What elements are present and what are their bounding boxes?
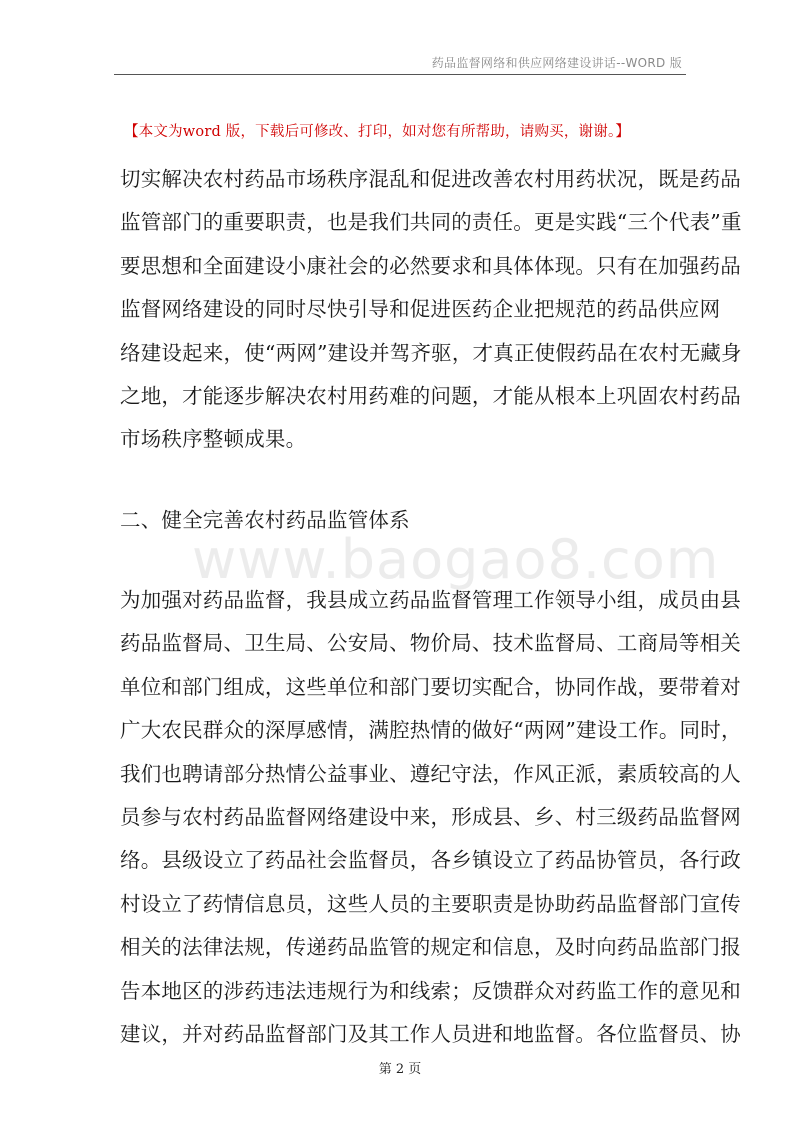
paragraph-line: 告本地区的涉药违法违规行为和线索；反馈群众对药监工作的意见和 [120,978,741,1003]
paragraph-line: 药品监督局、卫生局、公安局、物价局、技术监督局、工商局等相关 [120,631,741,656]
paragraph-2 [120,579,742,1056]
header-title: 药品监督网络和供应网络建设讲话--WORD 版 [431,56,682,70]
paragraph-line: 监督网络建设的同时尽快引导和促进医药企业把规范的药品供应网 [120,297,721,322]
watermark: www.baogao8.com [192,528,720,591]
paragraph-1 [120,158,742,462]
paragraph-line: 单位和部门组成，这些单位和部门要切实配合，协同作战，要带着对 [120,674,741,699]
header-divider [114,74,686,75]
paragraph-line: 切实解决农村药品市场秩序混乱和促进改善农村用药状况，既是药品 [120,167,741,191]
paragraph-line: 建议，并对药品监督部门及其工作人员进和地监督。各位监督员、协 [120,1022,741,1047]
paragraph-line: 员参与农村药品监督网络建设中来，形成县、乡、村三级药品监督网 [120,805,741,830]
section-heading: 二、健全完善农村药品监管体系 [120,508,410,532]
download-notice: 【本文为word 版，下载后可修改、打印，如对您有所帮助，请购买，谢谢。】 [124,124,631,140]
paragraph-line: 市场秩序整顿成果。 [120,427,307,452]
paragraph-line: 络。县级设立了药品社会监督员，各乡镇设立了药品协管员，各行政 [120,848,741,873]
paragraph-line: 之地，才能逐步解决农村用药难的问题，才能从根本上巩固农村药品 [120,384,741,409]
paragraph-line: 相关的法律法规，传递药品监管的规定和信息，及时向药品监部门报 [120,935,741,960]
paragraph-line: 络建设起来，使“两网”建设并驾齐驱，才真正使假药品在农村无藏身 [120,340,742,365]
paragraph-line: 监管部门的重要职责，也是我们共同的责任。更是实践“三个代表”重 [120,210,742,235]
paragraph-line: 村设立了药情信息员，这些人员的主要职责是协助药品监督部门宣传 [120,891,741,916]
paragraph-line: 我们也聘请部分热情公益事业、遵纪守法，作风正派，素质较高的人 [120,761,741,786]
paragraph-line: 为加强对药品监督，我县成立药品监督管理工作领导小组，成员由县 [120,588,741,612]
paragraph-line: 广大农民群众的深厚感情，满腔热情的做好“两网”建设工作。同时， [120,718,742,743]
paragraph-line: 要思想和全面建设小康社会的必然要求和具体体现。只有在加强药品 [120,253,741,278]
page-number: 第 2 页 [378,1062,422,1077]
